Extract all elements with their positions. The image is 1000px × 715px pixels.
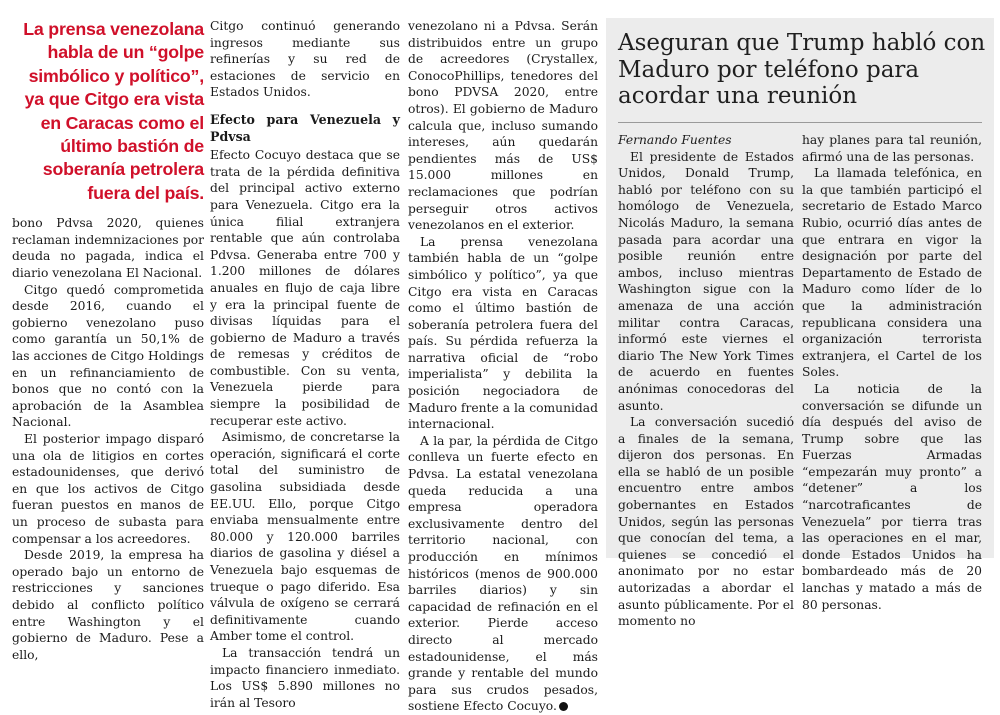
section-subhead: Efecto para Venezuela y Pdvsa: [210, 111, 400, 144]
article-column-2: [210, 18, 400, 711]
body-paragraph: El presidente de Estados Unidos, Donald Trump, habló por teléfono con su homólogo de Venezuela, Nicolás Maduro, la semana pasada para acordar una posible reunión entre ambos, incluso mientras Washington sigue con la amenaza de una acción militar contra Caracas, informó este viernes el diario The New York Times de acuerdo en fuentes anónimas conocedoras del asunto.: [618, 149, 794, 413]
body-paragraph: La transacción tendrá un impacto financiero inmediato. Los US$ 5.890 millones no irán al Tesoro: [210, 645, 400, 710]
body-text: A la par, la pérdida de Citgo conlleva un fuerte efecto en Pdvsa. La estatal venezolana queda reducida a una empresa operadora exclusivamente dentro del territorio nacional, con producción en mínimos históricos (menos de 900.000 barriles diarios) y sin capacidad de refinación en el exterior. Pierde acceso directo al mercado estadounidense, el más grande y rentable del mundo para sus crudos pesados, sostiene Efecto Cocuyo.: [408, 433, 598, 714]
body-paragraph: hay planes para tal reunión, afirmó una de las personas.: [802, 133, 982, 164]
body-paragraph: [408, 433, 598, 715]
end-of-article-icon: [559, 702, 568, 711]
body-paragraph: El posterior impago disparó una ola de litigios en cortes estadounidenses, que derivó en que los activos de Citgo fueran puestos en manos de un proceso de subasta para compensar a los acreedores.: [12, 431, 204, 546]
sidebar-column-1: [618, 132, 794, 630]
body-paragraph: bono Pdvsa 2020, quienes reclaman indemnizaciones por deuda no pagada, indica el diario venezolana El Nacional.: [12, 216, 204, 281]
article-column-3: [408, 18, 598, 715]
byline: Fernando Fuentes: [618, 133, 732, 147]
body-paragraph: Citgo quedó comprometida desde 2016, cuando el gobierno venezolano puso como garantía un 50,1% de las acciones de Citgo Holdings en un refinanciamiento de bonos que no contó con la aprobación de la Asamblea Nacional.: [12, 282, 204, 430]
body-paragraph: Efecto Cocuyo destaca que se trata de la pérdida definitiva del principal activo externo para Venezuela. Citgo era la única filial extranjera rentable que aún controlaba Pdvsa. Generaba entre 700 y 1.200 millones de dólares anuales en flujo de caja libre y era la principal fuente de divisas líquidas para el gobierno de Maduro a través de remesas y créditos de combustible. Con su venta, Venezuela pierde para siempre la posibilidad de recuperar este activo.: [210, 148, 400, 428]
body-paragraph: La prensa venezolana también habla de un “golpe simbólico y político”, ya que Citgo era vista en Caracas como el último bastión de soberanía petrolera fuera del país. Su pérdida refuerza la narrativa oficial de “robo imperialista” y debilita la posición negociadora de Maduro frente a la comunidad internacional.: [408, 234, 598, 432]
pull-quote: La prensa venezolana habla de un “golpe simbólico y político”, ya que Citgo era vista en Caracas como el último bastión de soberanía petrolera fuera del país.: [23, 19, 204, 203]
sidebar-column-2: [802, 132, 982, 613]
article-column-1: [12, 18, 204, 663]
body-paragraph: La conversación sucedió a finales de la semana, dijeron dos personas. En ella se habló de un posible encuentro entre ambos gobernantes en Estados Unidos, según las personas que conocían del tema, a quienes se concedió el anonimato por no estar autorizadas a abordar el asunto públicamente. Por el momento no: [618, 415, 794, 629]
sidebar-headline: Aseguran que Trump habló con Maduro por teléfono para acordar una reunión: [618, 30, 986, 109]
body-paragraph: Desde 2019, la empresa ha operado bajo un entorno de restricciones y sanciones debido al conflicto político entre Washington y el gobierno de Maduro. Pese a ello,: [12, 548, 204, 662]
divider: [618, 122, 982, 123]
body-paragraph: Citgo continuó generando ingresos mediante sus refinerías y su red de estaciones de servicio en Estados Unidos.: [210, 19, 400, 100]
body-paragraph: Asimismo, de concretarse la operación, significará el corte total del suministro de gasolina subsidiada desde EE.UU. Ello, porque Citgo enviaba mensualmente entre 80.000 y 120.000 barriles diarios de gasolina y diésel a Venezuela bajo esquemas de trueque o pago diferido. Esa válvula de oxígeno se cerrará definitivamente cuando Amber tome el control.: [210, 430, 400, 644]
body-paragraph: La llamada telefónica, en la que también participó el secretario de Estado Marco Rubio, ocurrió días antes de que entrara en vigor la designación por parte del Departamento de Estado de Maduro como líder de lo que la administración republicana considera una organización terrorista extranjera, el Cartel de los Soles.: [802, 166, 982, 380]
body-paragraph: venezolano ni a Pdvsa. Serán distribuidos entre un grupo de acreedores (Crystallex, ConocoPhillips, tenedores del bono PDVSA 2020, entre otros). El gobierno de Maduro calcula que, incluso sumando intereses, aún quedarán pendientes más de US$ 15.000 millones en reclamaciones que podrían perseguir otros activos venezolanos en el exterior.: [408, 19, 598, 233]
body-paragraph: La noticia de la conversación se difunde un día después del aviso de Trump sobre que las Fuerzas Armadas “empezarán muy pronto” a “detener” a los “narcotraficantes de Venezuela” por tierra tras las operaciones en el mar, donde Estados Unidos ha bombardeado más de 20 lanchas y matado a más de 80 personas.: [802, 381, 982, 612]
sidebar-article: [606, 18, 994, 629]
